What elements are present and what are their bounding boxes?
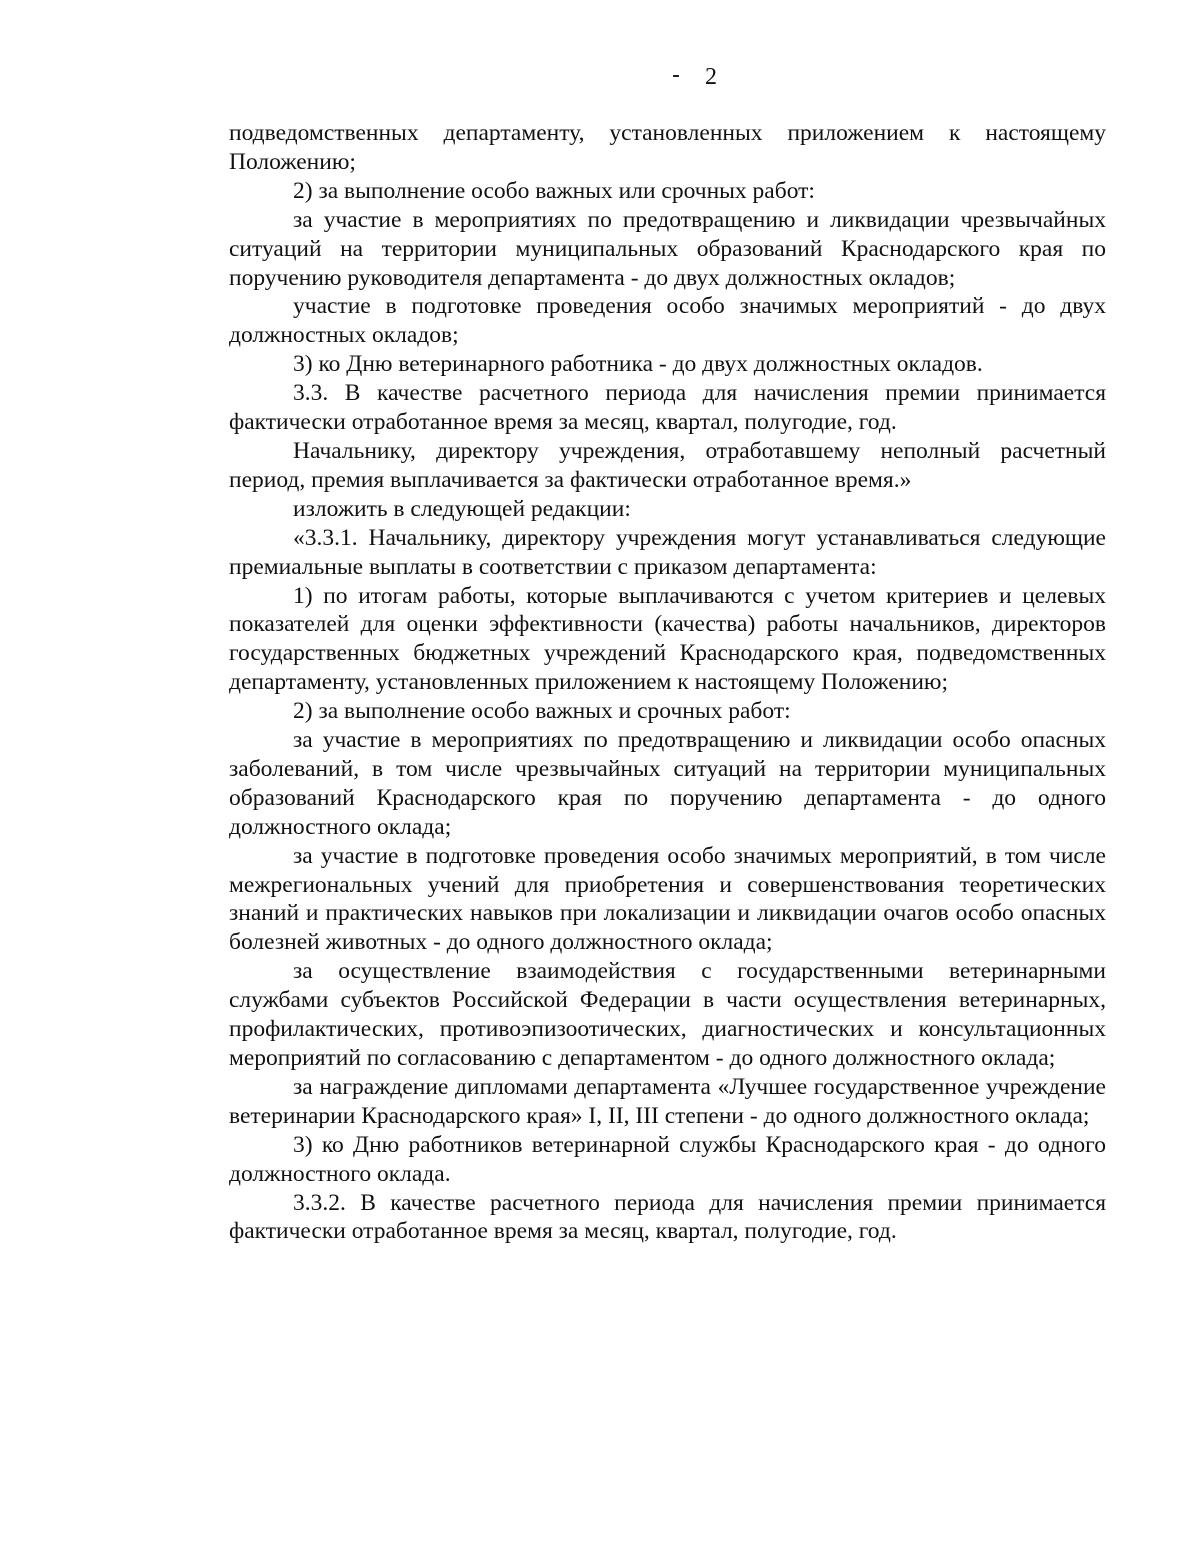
paragraph: Начальнику, директору учреждения, отработавшему неполный расчетный период, премия выплачивается за фактически отработанное время.» (229, 437, 1106, 493)
paragraph: 3) ко Дню ветеринарного работника - до двух должностных окладов. (293, 351, 983, 378)
document-body (229, 119, 1106, 1246)
paragraph: 3.3. В качестве расчетного периода для начисления премии принимается фактически отработанное время за месяц, квартал, полугодие, год. (229, 380, 1106, 436)
paragraph: участие в подготовке проведения особо значимых мероприятий - до двух должностных окладов; (229, 293, 1106, 349)
page-number-dash (673, 75, 679, 77)
paragraph: изложить в следующей редакции: (293, 495, 631, 522)
paragraph: за участие в мероприятиях по предотвращению и ликвидации особо опасных заболеваний, в том числе чрезвычайных ситуаций на территории муниципальных образований Краснодарского края по поручению департамента - до одного должностного оклада; (229, 727, 1106, 840)
paragraph: 3) ко Дню работников ветеринарной службы Краснодарского края - до одного должностного оклада. (229, 1131, 1106, 1187)
paragraph: за участие в мероприятиях по предотвращению и ликвидации чрезвычайных ситуаций на территории муниципальных образований Краснодарского края по поручению руководителя департамента - до двух должностных окладов; (229, 206, 1106, 291)
page-number-value: 2 (705, 64, 717, 90)
paragraph: 3.3.2. В качестве расчетного периода для начисления премии принимается фактически отработанное время за месяц, квартал, полугодие, год. (229, 1189, 1106, 1245)
paragraph: подведомственных департаменту, установленных приложением к настоящему Положению; (229, 120, 1106, 175)
paragraph: за осуществление взаимодействия с государственными ветеринарными службами субъектов Российской Федерации в части осуществления ветеринарных, профилактических, противоэпизоотических, диагностических и консультационных мероприятий по согласованию с департаментом - до одного должностного оклада; (229, 958, 1106, 1071)
paragraph: за награждение дипломами департамента «Лучшее государственное учреждение ветеринарии Краснодарского края» I, II, III степени - до одного должностного оклада; (229, 1073, 1106, 1129)
paragraph: за участие в подготовке проведения особо значимых мероприятий, в том числе межрегиональных учений для приобретения и совершенствования теоретических знаний и практических навыков при локализации и ликвидации очагов особо опасных болезней животных - до одного должностного оклада; (229, 842, 1106, 956)
paragraph: «3.3.1. Начальнику, директору учреждения могут устанавливаться следующие премиальные выплаты в соответствии с приказом департамента: (229, 524, 1106, 580)
paragraph: 1) по итогам работы, которые выплачиваются с учетом критериев и целевых показателей для оценки эффективности (качества) работы начальников, директоров государственных бюджетных учреждений Краснодарского края, подведомственных департаменту, установленных приложением к настоящему Положению; (229, 582, 1106, 696)
paragraph: 2) за выполнение особо важных или срочных работ: (293, 177, 815, 204)
page-number (0, 62, 1200, 92)
paragraph: 2) за выполнение особо важных и срочных работ: (293, 698, 791, 725)
